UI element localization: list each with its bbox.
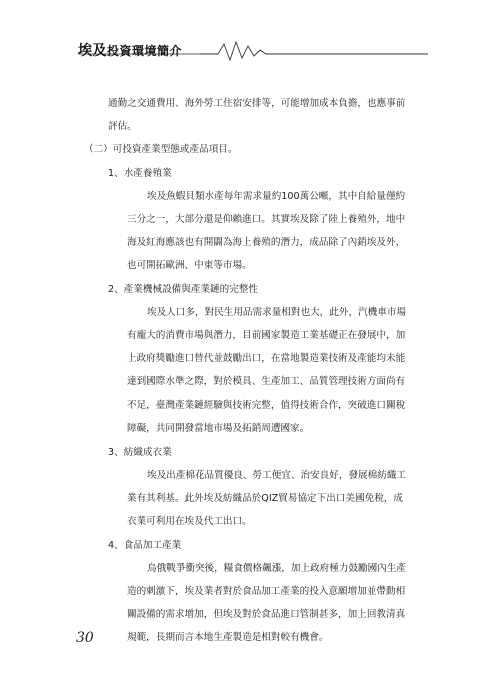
section-heading: （二）可投資產業型態或產品項目。 xyxy=(84,144,238,155)
text-line: 衣業可利用在埃及代工出口。 xyxy=(127,516,252,527)
header-title xyxy=(78,40,182,60)
text-line: 也可開拓歐洲、中東等市場。 xyxy=(127,260,252,271)
text-line: 障礙，共同開發當地市場及拓銷周遭國家。 xyxy=(127,423,310,434)
text-line: 規範，長期而言本地生產製造是相對較有機會。 xyxy=(127,632,329,643)
subsection-heading: 2、產業機械設備與產業鏈的完整性 xyxy=(108,284,259,295)
page-number: 30 xyxy=(76,630,94,646)
header-title-country: 埃及 xyxy=(78,43,107,59)
text-line: 達到國際水準之際，對於模具、生產加工、品質管理技術方面尚有 xyxy=(127,376,406,387)
subsection-heading: 3、紡織成衣業 xyxy=(108,447,172,458)
text-line: 海及紅海應該也有開闢為海上養殖的潛力，成品除了內銷埃及外， xyxy=(127,237,406,248)
text-line: 通勤之交通費用、海外勞工住宿安排等，可能增加成本負擔，也應事前 xyxy=(108,98,406,109)
text-line: 業有其利基。此外埃及紡織品於QIZ貿易協定下出口美國免稅，成 xyxy=(127,493,403,504)
text-line: 三分之一，大部分還是仰賴進口。其實埃及除了陸上養殖外，地中 xyxy=(127,214,406,225)
text-line: 上政府獎勵進口替代並鼓勵出口，在當地製造業技術及產能均未能 xyxy=(127,353,406,364)
text-line: 評估。 xyxy=(108,121,137,132)
subsection-heading: 1、水產養殖業 xyxy=(108,168,172,179)
text-line: 埃及出產棉花品質優良、勞工便宜、治安良好，發展棉紡織工 xyxy=(147,470,407,481)
subsection-heading: 4、食品加工產業 xyxy=(108,540,182,551)
text-line: 不足，臺灣產業鏈經驗與技術完整，值得技術合作，突破進口關稅 xyxy=(127,400,406,411)
header-title-subtitle: 投資環境簡介 xyxy=(107,44,183,58)
text-line: 埃及魚蝦貝類水產每年需求量約100萬公噸，其中自給量僅約 xyxy=(147,191,406,202)
text-line: 烏俄戰爭衝突後，糧食價格飆漲，加上政府極力鼓勵國內生產 xyxy=(147,563,407,574)
text-line: 有龐大的消費市場與潛力，目前國家製造工業基礎正在發展中，加 xyxy=(127,330,406,341)
text-line: 埃及人口多，對民生用品需求量相對也大，此外，汽機車市場 xyxy=(147,307,407,318)
text-line: 造的刺激下，埃及業者對於食品加工產業的投入意願增加並帶動相 xyxy=(127,586,406,597)
text-line: 關設備的需求增加，但埃及對於食品進口管制甚多，加上回教清真 xyxy=(127,609,406,620)
page-header xyxy=(78,36,428,62)
